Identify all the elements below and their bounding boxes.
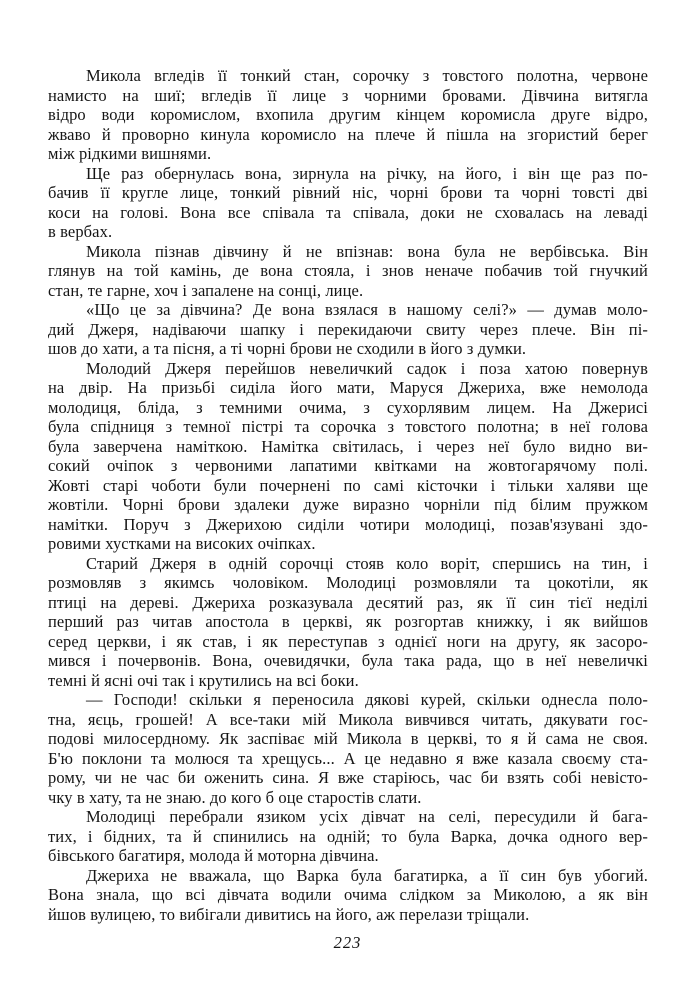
paragraph <box>48 66 648 164</box>
text-line: стан, те гарне, хоч і запалене на сонці, лице. <box>48 280 364 300</box>
text-line: коси на голові. Вона все співала та співала, доки не сховалась на леваді <box>48 202 648 222</box>
text-line: «Що це за дівчина? Де вона взялася в нашому селі?» — думав моло- <box>86 300 648 319</box>
text-line: Ще раз обернулась вона, зирнула на річку, на його, і він ще раз по- <box>86 163 648 183</box>
text-block <box>48 66 648 924</box>
text-line: темні й ясні очі так і крутились на всі боки. <box>48 670 359 690</box>
text-line: подові милосердному. Як заспіває мій Микола в церкві, то я й сама не своя. <box>48 729 648 748</box>
text-line: ровими хустками на високих очіпках. <box>48 534 316 553</box>
text-line: птиці на дереві. Джериха розказувала десятий раз, як її син тієї неділі <box>48 592 648 612</box>
text-line: між рідкими вишнями. <box>48 144 212 163</box>
text-line: — Господи! скільки я переносила дякові курей, скільки однесла поло- <box>86 690 648 709</box>
text-line: дий Джеря, надіваючи шапку і перекидаючи свиту через плече. Він пі- <box>48 319 648 339</box>
text-line: Микола вгледів її тонкий стан, сорочку з товстого полотна, червоне <box>86 66 648 85</box>
text-line: бівського багатиря, молода й моторна дівчина. <box>48 846 379 865</box>
text-line: Молодий Джеря перейшов невеличкий садок і поза хатою повернув <box>86 358 648 378</box>
paragraph <box>48 300 648 359</box>
text-line: тих, і бідних, та й спинились на одній; то була Варка, дочка одного вер- <box>48 826 648 846</box>
text-line: жовтіли. Чорні брови здалеки дуже виразно чорніли під білим пружком <box>48 495 648 514</box>
text-line: бачив її кругле лице, тонкий рівний ніс, чорні брови та чорні товсті дві <box>48 183 648 202</box>
paragraph <box>48 807 648 866</box>
text-line: серед церкви, і як став, і як переступав з однієї ноги на другу, як засоро- <box>48 631 648 651</box>
text-line: рому, чи не час би оженить сина. Я вже старіюсь, час би взять собі невісто- <box>48 768 648 787</box>
paragraph <box>48 242 648 301</box>
text-line: йшов вулицею, то вибігали дивитись на його, аж перелази тріщали. <box>48 904 530 924</box>
text-line: тна, яєць, грошей! А все-таки мій Микола вивчився читать, дякувати гос- <box>48 709 648 729</box>
text-line: Джериха не вважала, що Варка була багатирка, а її син був убогий. <box>86 865 648 885</box>
paragraph <box>48 690 648 807</box>
page-number: 223 <box>333 933 362 952</box>
text-line: Старий Джеря в одній сорочці стояв коло воріт, спершись на тин, і <box>86 553 648 573</box>
text-line: жваво й проворно кинула коромисло на плече й пішла на згористий берег <box>48 124 648 144</box>
text-line: мився і почервонів. Вона, очевидячки, була така рада, що в неї невеличкі <box>48 651 648 670</box>
text-line: шов до хати, а та пісня, а ті чорні брови не сходили в його з думки. <box>48 339 527 358</box>
paragraph <box>48 554 648 691</box>
text-line: намітки. Поруч з Джерихою сиділи чотири молодиці, позав'язувані здо- <box>48 514 648 534</box>
text-line: розмовляв з якимсь чоловіком. Молодиці розмовляли та цокотіли, як <box>48 573 648 592</box>
text-line: була спідниця з темної пістрі та сорочка з товстого полотна; в неї голова <box>48 417 648 436</box>
paragraph <box>48 359 648 554</box>
text-line: Молодиці перебрали язиком усіх дівчат на селі, пересудили й бага- <box>86 807 648 826</box>
text-line: на двір. На призьбі сиділа його мати, Маруся Джериха, вже немолода <box>48 378 648 397</box>
text-line: Б'ю поклони та молюся та хрещусь... А це недавно я вже казала своєму ста- <box>48 748 648 768</box>
text-line: Жовті старі чоботи були почернені по самі кісточки і тільки халяви ще <box>48 475 648 495</box>
text-line: відро води коромислом, вхопила другим кінцем коромисла друге відро, <box>48 105 648 124</box>
text-line: сокий очіпок з червоними лапатими квітками на жовтогарячому полі. <box>48 456 648 475</box>
paragraph <box>48 866 648 925</box>
text-line: перший раз читав апостола в церкві, як розгортав книжку, і як вийшов <box>48 612 648 631</box>
paragraph <box>48 164 648 242</box>
text-line: була заверчена наміткою. Намітка світилась, і через неї було видно ви- <box>48 436 648 456</box>
text-line: в вербах. <box>48 222 113 241</box>
text-line: Вона знала, що всі дівчата водили очима слідком за Миколою, а як він <box>48 885 648 904</box>
text-line: чку в хату, та не знаю. до кого б оце старостів слати. <box>48 787 422 807</box>
text-line: молодиця, бліда, з темними очима, з сухорлявим лицем. На Джерисі <box>48 397 648 417</box>
text-line: глянув на той камінь, де вона стояла, і знов неначе побачив той гнучкий <box>48 261 648 280</box>
text-line: Микола пізнав дівчину й не впізнав: вона була не вербівська. Він <box>86 241 648 261</box>
text-line: намисто на шиї; вгледів її лице з чорними бровами. Дівчина витягла <box>48 85 648 105</box>
